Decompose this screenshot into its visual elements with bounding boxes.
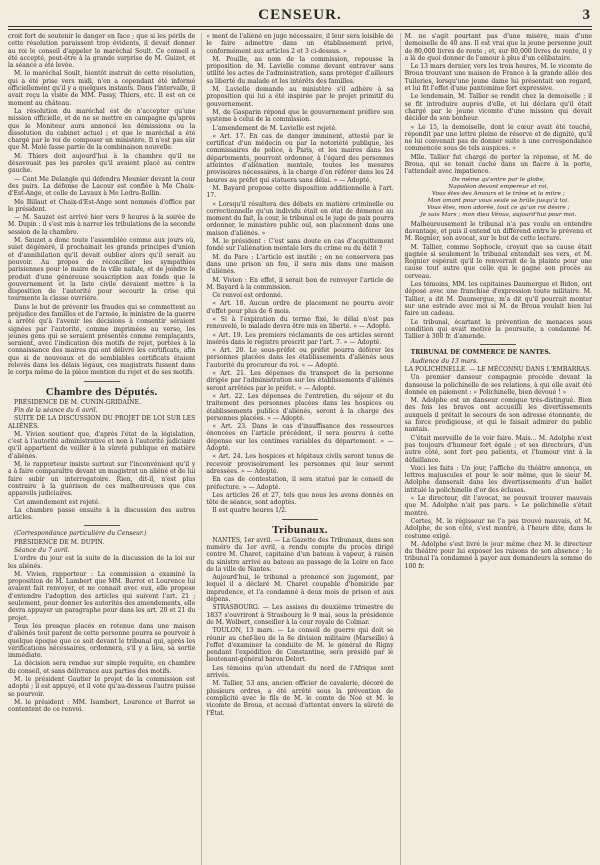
separator-rule xyxy=(84,381,120,382)
paragraph: Cet amendement est rejeté. xyxy=(14,498,100,506)
correspondence-title: (Correspondance particulière du Censeur.) xyxy=(14,530,147,538)
separator-rule xyxy=(84,525,120,526)
poem-line: Vous êtes, mon adorée, tout ce qu'un roi désire ; xyxy=(427,204,570,211)
paragraph: « Art. 22. Les dépenses de l'entretien, du séjour et du traitement des personnes placées dans les hospices ou établissements publics d'aliénés, seront à la charge des personnes placées. » — Adopté. xyxy=(206,392,394,422)
paragraph: TOULON, 13 mars. — Le conseil de guerre qui doit se réunir au chef-lieu de la 8e division militaire (Marseille) à l'effet d'examiner la conduite de M. le général de Rigny pendant l'expédition de Constantine, sera présidé par le lieutenant-général baron Delort. xyxy=(206,627,394,664)
paragraph: Il est quatre heures 1/2. xyxy=(212,507,287,515)
paragraph: M. Sauzet a donc toute l'assemblée comme aux jours où, suiet dégénéré, il prochainait les grands principes d'union et d'annihilation qu'il devait oublier alors qu'il serait au pouvoir. Au propos de réconcilier les sympathies parisiennes pour le maire de la ville natale, et de joindre le produit d'une généreuse souscription aux fonds que le gouvernement et la liste civile devaient mettre à la disposition de l'autorité pour secourir la crise qui tourmente la classe ouvrière. xyxy=(8,237,196,303)
paragraph: Le tribunal, écartant la prévention de menaces sous condition qui avait motivé la poursuite, a condamné M. Tallier à 300 fr. d'amende. xyxy=(404,318,592,341)
paragraph: M. Tallier, 53 ans, ancien officier de cavalerie, décoré de plusieurs ordres, a été arrêté sous la prévention de complicité avec le fils de M. le comte de Noé et M. le vicomte de Broua, et accusé d'attentat envers la sûreté de l'État. xyxy=(206,680,394,717)
paragraph: « Si à l'expiration du terme fixé, le délai n'est pas renouvelé, le malade devra être mis en liberté. » — Adopté. xyxy=(206,315,394,331)
chamber-date: Fin de la séance du 6 avril. xyxy=(14,406,98,414)
paragraph: « Le directeur, dit l'avocat, ne pouvait trouver mauvais que M. Adolphe n'ait pas paru. » Le polichinelle s'était montré. xyxy=(404,495,592,517)
paragraph: « Art. 20. Le sous-préfet ou préfet pourra déférer les personnes placées dans les établissements d'aliénés sous l'autorité du procureur du roi. » — Adopté. xyxy=(206,347,394,369)
paragraph: « ment de l'aliéné en juge nécessaire, il leur sera loisible de le faire admettre dans un établissement privé, conformément aux articles 2 et 3 ci-dessus. » xyxy=(206,33,394,55)
paragraph: « Art. 24. Les hospices et hôpitaux civils seront tenus de recevoir provisoirement les personnes qui leur seront adressées. » — Adopté. xyxy=(206,453,394,475)
paragraph: M. le maréchal Soult, bientôt instruit de cette résolution, qui a été prise vers midi, n'en a cependant été informé officiellement qu'il y a quelques instants. Dans l'intervalle, il avait reçu la visite de MM. Passy, Thiers, etc. Il est en ce moment au château. xyxy=(8,70,196,107)
paragraph: croit fort de soutenir le danger en face ; que si les périls de cette résolution paraissent trop évidents, il devait donner au roi le conseil d'appeler le maréchal Soult. Ce conseil a été accepté, peut-être à la grande surprise de M. Guizot, et la séance a été levée. xyxy=(8,33,196,70)
column-2 xyxy=(201,33,393,865)
paragraph: M. Adolphe est un danseur comique très-distingué. Bien des fois les bravos ont accueilli les divertissements auxquels il prétait le secours de son adresse étonnante, de sa force prodigieuse, et qui le faisait admirer du public nantais. xyxy=(404,397,592,434)
separator-rule xyxy=(480,344,516,345)
paragraph: C'était merveille de le voir faire. Mais... M. Adolphe n'est pas toujours d'humeur fort égale ; et ses directeurs, d'un autre côté, sont fort peu patients, et l'humour vint à la défaillance. xyxy=(404,434,592,464)
col1-intro xyxy=(8,33,195,377)
paragraph: M. Adolphe s'est livré le jour même chez M. le directeur du théâtre pour lui exposer les raisons de son absence ; le tribunal l'a condamné à payer aux demandeurs la somme de 100 fr. xyxy=(404,540,592,570)
paragraph: M. le président : C'est sans doute en cas d'acquittement fondé sur l'aliénation mentale lors du crime ou du délit ? xyxy=(206,238,394,253)
paragraph: LA POLICHINELLE. — LE MÉCONNU DANS L'EMBARRAS. xyxy=(404,365,592,373)
paragraph: « Art. 23. Dans le cas d'insuffisance des ressources énoncées en l'article précédent, il sera pourvu à cette dépense sur les centimes variables du département. » — Adopté. xyxy=(206,423,394,453)
correspondence-date: Séance du 7 avril. xyxy=(14,547,70,554)
columns xyxy=(8,33,592,865)
page-number: 3 xyxy=(582,6,590,23)
paragraph: M. Vivien soutient que, d'après l'état de la législation, c'est à l'autorité administrative et non à l'autorité judiciaire qu'il appartient de veiller à la sûreté publique en matière d'aliénés. xyxy=(8,430,196,460)
poem-block xyxy=(405,177,592,219)
paragraph: « Art. 18. Aucun ordre de placement ne pourra avoir d'effet pour plus de 6 mois. xyxy=(206,300,394,315)
paragraph: « Art. 17. En cas de danger imminent, attesté par le certificat d'un médecin ou par la notoriété publique, les commissaires de police, à Paris, et les maires dans les départements, pourront ordonner, à l'égard des personnes atteintes d'aliénation mentale, toutes les mesures provisoires nécessaires, à la charge d'en référer dans les 24 heures au préfet qui statuera sans délai. » — Adopté. xyxy=(206,132,394,184)
paragraph: Les témoins, MM. les capitaines Daumergue et Bidon, ont déposé avec une franchise d'expression toute militaire. M. Tallier, a dit M. Daumergue, m'a dit qu'il pourrait monter sur une estrade avec moi si M. de Broua voulait bien lui faire un cadeau. xyxy=(404,281,592,318)
column-1 xyxy=(8,33,195,865)
column-3 xyxy=(400,33,592,865)
paragraph: M. Tallier, comme Sophocle, croyait que sa cause était gagnée si seulement le tribunal entendait ses vers, et M. Regnier espérait qu'il le renverrait de la plainte pour une cause tout autre que celle qui le gagne son procès au cerveau. xyxy=(404,243,592,280)
paragraph: « Art. 21. Les dépenses du transport de la personne dirigée par l'administration sur les établissements d'aliénés seront arrêtées par le préfet. » — Adopté. xyxy=(206,370,394,392)
paragraph: M. Vivien : En effet, il serait bon de renvoyer l'article de M. Bayard à la commission. xyxy=(206,276,394,291)
paragraph: Malheureusement le tribunal n'a pas voulu en entendre davantage, et puis il entend un différend entre le prévenu et M. Regnier, son avocat, sur le but de cette lecture. xyxy=(404,220,592,243)
paragraph: M. Pouille, au nom de la commission, repousse la proposition de M. Lavielle comme devant entraver sans utilité les actes de l'administration, sans protéger d'ailleurs sa liberté du malade et les intérêts des familles. xyxy=(206,55,394,85)
paragraph: « Lorsqu'il résultera des débats en matière criminelle ou correctionnelle qu'un individu était en état de démence au moment du fait, la cour, le tribunal ou le juge de paix pourra ordonner, le ministère public ouï, son placement dans une maison d'aliénés. » xyxy=(206,200,394,237)
paragraph: M. du Pare : L'article est inutile ; on ne conservera pas dans une prison un fou, il sera mis dans une maison d'aliénés. xyxy=(206,253,394,276)
newspaper-title: CENSEUR. xyxy=(258,6,342,23)
chamber-subject: SUITE DE LA DISCUSSION DU PROJET DE LOI SUR LES ALIÉNÉS. xyxy=(8,415,196,430)
paragraph: M. le président Gautier le projet de la commission est adopté ; il est appuyé, et il vote qu'au-dessous l'autre puisse se pourvoir. xyxy=(8,676,196,698)
paragraph: La décision sera rendue sur simple requête, en chambre du conseil, et sans délivrance aux parties des motifs. xyxy=(8,660,196,675)
poem-line: Je suis Mars ; mon dieu Vénus, aujourd'hui pour moi. xyxy=(420,211,577,218)
paragraph: Me Billaut et Chaix-d'Est-Ange sont nommés d'office par le président. xyxy=(8,198,196,213)
paragraph: Tous les presque placés en retenue dans une maison d'aliénés tout parent de cette personne pourra se pourvoir à quelque époque que ce soit devant le tribunal qui, après les vérifications nécessaires, ordonnera, s'il y a lieu, sa sortie immédiate. xyxy=(8,622,196,660)
paragraph: M. Thiers doit aujourd'hui à la chambre qu'il ne désavouait pas les paroles qu'il avaient placé au centre gauche. xyxy=(8,152,196,175)
masthead xyxy=(8,4,592,27)
paragraph: M. Lavielle demande au ministère s'il adhère à sa proposition qui lui a été inspirée par le projet primitif du gouvernement. xyxy=(206,86,394,108)
nantes-date: Audience du 13 mars. xyxy=(410,357,479,365)
paragraph: M. de Gasparin répond que le gouvernement préfère son système à celui de la commission. xyxy=(206,108,394,124)
poem-line: Mon amant pour vous seule se brûle jusqu'à toi. xyxy=(427,197,570,204)
paragraph: M. ne s'agit pourtant pas d'une misère, mais d'une demoiselle de 40 ans. Il est vrai que la jeune personne jouit de 80,000 livres de rente ; et, sur 80,000 livres de rente, il y a là de quoi donner de l'amour à plus d'un célibataire. xyxy=(404,33,592,62)
chamber-president: PRÉSIDENCE DE M. CUNIN-GRIDAINE. xyxy=(14,398,142,406)
poem-line: Napoléon devant empereur et roi, xyxy=(448,183,549,190)
paragraph: L'amendement de M. Lavielle est rejeté. xyxy=(212,124,337,132)
paragraph: M. le président : MM. Isambert, Lourence et Barrot se contentent de ce renvoi. xyxy=(8,698,196,714)
section-heading-nantes: TRIBUNAL DE COMMERCE DE NANTES. xyxy=(410,349,551,357)
paragraph: « Art. 19. Les premiers réclamants de ces articles seront insérés dans le registre prescrit par l'art. 7. » — Adopté. xyxy=(206,331,394,346)
paragraph: Les articles 26 et 27, tels que nous les avons donnés en tête de séance, sont adoptés. xyxy=(206,491,394,507)
section-heading-tribunaux: Tribunaux. xyxy=(272,523,328,536)
paragraph: En cas de contestation, il sera statué par le conseil de préfecture. » — Adopté. xyxy=(206,476,394,491)
paragraph: NANTES, 1er avril. — La Gazette des Tribunaux, dans son numéro du 1er avril, a rendu compte du procès dirigé contre M. Charet, capitaine d'un bateau à vapeur, à raison du sinistre arrivé au bateau au passage de la Loire en face de la ville de Nantes. xyxy=(206,536,394,573)
masthead-rule xyxy=(8,27,592,30)
paragraph: Voici les faits : Un jour, l'affiche du théâtre annonça, en lettres majuscules et pour le soir même, que le sieur M. Adolphe danserait dans les divertissements d'un ballet intitulé la polichinelle d'or des écluses. xyxy=(404,464,592,494)
correspondence-president: PRÉSIDENCE DE M. DUPIN. xyxy=(14,538,105,546)
paragraph: Ce renvoi est ordonné. xyxy=(212,292,283,300)
paragraph: La chambre passe ensuite à la discussion des autres articles. xyxy=(8,506,196,522)
paragraph: M. Bayard propose cette disposition additionnelle à l'art. 17. xyxy=(206,184,394,200)
paragraph: La résolution du maréchal est de n'accepter qu'une mission officielle, et de ne se mettre en campagne qu'après que le Moniteur aura annoncé les démissions ou la dissolution du cabinet actuel ; et que le maréchal a été chargé par le roi de composer un ministère. Il n'est pas sûr que M. Molé fasse partie de la combinaison nouvelle. xyxy=(8,107,196,152)
paragraph: — M. Sauzet est arrivé hier vers 9 heures à la soirée de M. Dupin : il s'est mis à narrer les tribulations de la seconde session de la chambre. xyxy=(8,214,196,236)
paragraph: Le 13 mars dernier, vers les trois heures, M. le vicomte de Broua trouvant une maison de France à la grande allée des Tuileries, lorsqu'une jeune dame lui présentait son regard, et lui fit l'effet d'une pantomime fort expressive. xyxy=(404,63,592,93)
paragraph: Un premier danseur compagnie procède devant la danseuse la polichinelle de ses relations, à qui elle avait été donnée en paiement : « Polichinelle, bien dévoué ! » xyxy=(404,374,592,396)
paragraph: Aujourd'hui, le tribunal a prononcé son jugement, par lequel il a déclaré M. Charet coupable d'homicide par imprudence, et l'a condamné à deux mois de prison et aux dépens. xyxy=(206,574,394,604)
paragraph: M. le rapporteur insiste surtout sur l'inconvénient qu'il y a à faire comparaître devant un magistrat un aliéné et de lui faire subir un interrogatoire. Rien, dit-il, n'est plus contraire à la guérison de ces malheureuses que ces appareils judiciaires. xyxy=(8,461,196,498)
paragraph: Dans le but de prévenir les fraudes qui se commettent au préjudice des familles et de l'armée, le ministre de la guerre a arrêté qu'à l'avenir les décisions à consentir seraient signées par l'autorité, comme imprimées au verso, les jeunes gens qui se seraient présentés comme remplaçants, seraient, avec l'indication des motifs de rejet, portées à la connaissance des maires qui ont délivré les certificats, afin que si de nouveaux et de semblables certificats étaient relevés dans les délais légaux, ces magistrats fussent dans le corps même de la pièce mention du rejet et de ses motifs. xyxy=(8,303,196,377)
paragraph: « Le 15, la demoiselle, dont le cœur avait été touché, répondit par une lettre pleine de réserve et de dignité, qu'il ne lui convenait pas de donner suite à une correspondance commencée sous de tels auspices. » xyxy=(404,123,592,153)
paragraph: L'ordre du jour est la suite de la discussion de la loi sur les aliénés. xyxy=(8,555,196,570)
paragraph: Mlle. Tallier fut chargé de porter la réponse, et M. de Broua, qui se tenait caché dans un fiacre à la porte, l'attendait avec impatience. xyxy=(404,153,592,176)
paragraph: STRASBOURG. — Les assises du deuxième trimestre de 1837 s'ouvriront à Strasbourg le 9 mai, sous la présidence de M. Wolbert, conseiller à la cour royale de Colmar. xyxy=(206,604,394,626)
poem-line: De même qu'entre par le globe, xyxy=(451,176,545,183)
section-heading-chamber: Chambre des Députés. xyxy=(45,385,158,398)
paragraph: — Cent Me Delangle qui défendra Meunier devant la cour des pairs. La défense de Lacour est confiée à Me Chaix-d'Est-Ange, et celle de Lavaux à Me Ledru-Rollin. xyxy=(8,175,196,198)
paragraph: Certes, M. le régisseur ne l'a pas trouvé mauvais, et M. Adolphe, de son côté, s'est montré, à l'heure dite, dans le costume exigé. xyxy=(404,517,592,540)
paragraph: Le lendemain, M. Tallier se rendit chez la demoiselle ; il se fit introduire auprès d'elle, et lui déclara qu'il était chargé par le jeune vicomte d'une mission qui devait décider de son bonheur. xyxy=(404,93,592,123)
paragraph: Les témoins qu'on attendait du nord de l'Afrique sont arrivés. xyxy=(206,664,394,680)
separator-rule xyxy=(282,519,318,520)
paragraph: M. Vivien, rapporteur : La commission a examiné la proposition de M. Lambert que MM. Barrot et Lourence lui avaient fait renvoyer, et ne connait avec eux, elle propose d'entendre l'adoption des articles qui suivent l'art. 21 ; seulement, pour donner les autorités des amendements, elle devra appuyer un paragraphe pour dans les art. 20 et 21 du projet. xyxy=(8,570,196,622)
poem-line: Vous êtes des Amours et le trône et la mitre ; xyxy=(431,190,565,197)
